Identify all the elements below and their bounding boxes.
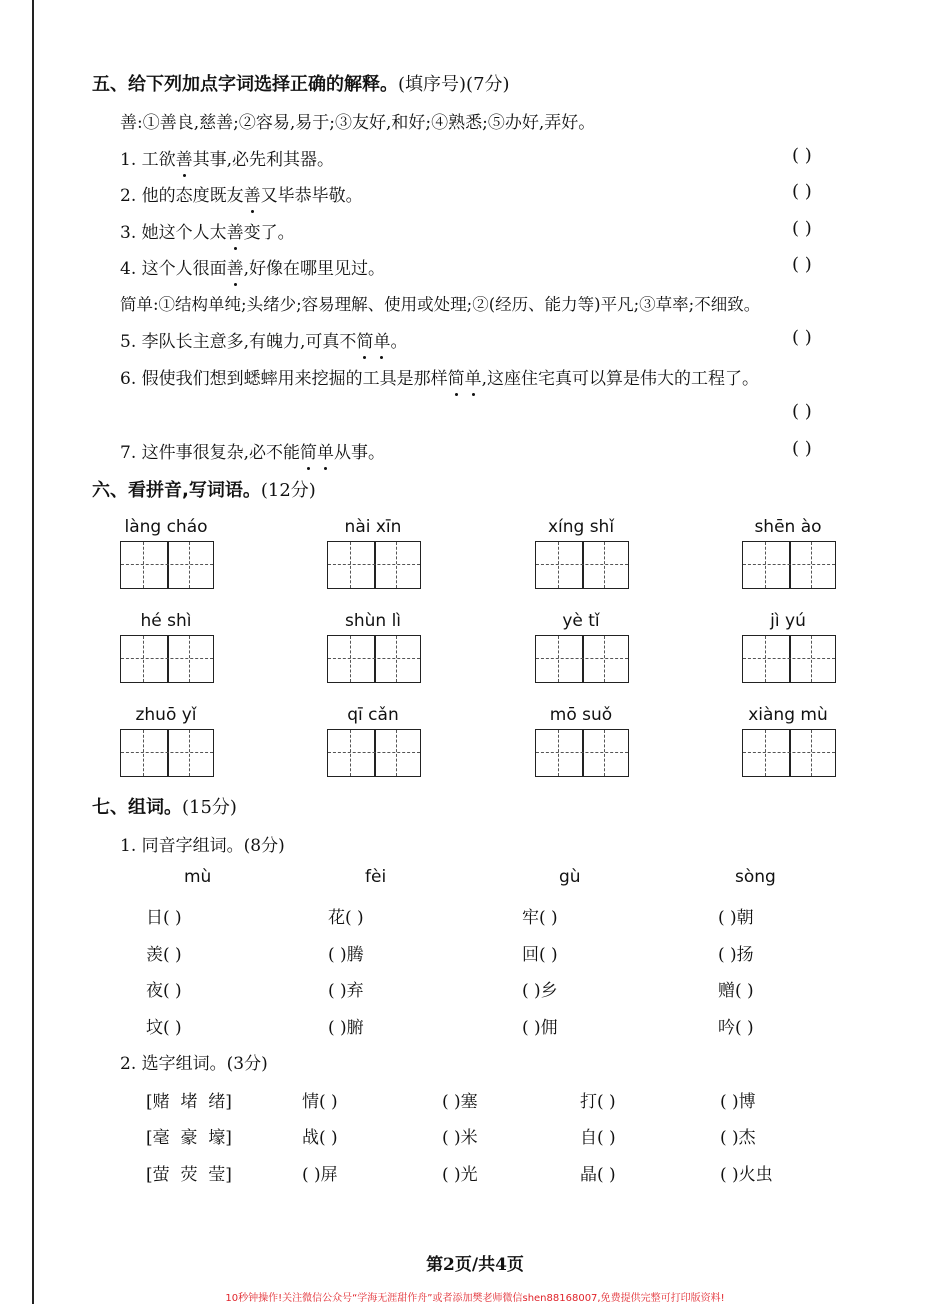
word-blank[interactable]: ( )朝 [718,908,754,928]
pinyin-head-song: sòng [735,867,776,887]
writing-grid[interactable] [327,541,421,589]
footer-notice: 10秒钟操作!关注微信公众号“学海无涯甜作舟”或者添加樊老师微信shen88168007,免费提供完整可打印版资料! [225,1293,725,1304]
definition-jiandan: 简单:①结构单纯;头绪少;容易理解、使用或处理;②(经历、能力等)平凡;③草率;不细致。 [120,295,761,314]
q1-dotted-char: 善 [176,145,193,170]
pinyin-label: zhuō yǐ [135,705,197,725]
question-3 [120,218,295,243]
q2-text-b: 又毕恭毕敬。 [260,186,363,206]
word-blank[interactable]: 吟( ) [718,1018,754,1038]
word-blank[interactable]: 战( ) [302,1128,338,1148]
pinyin-label: mō suǒ [549,705,613,725]
q4-answer-blank[interactable]: ( ) [792,254,812,275]
word-blank[interactable]: 晶( ) [580,1165,616,1185]
word-blank[interactable]: ( )杰 [720,1128,756,1148]
section-7-score: (15分) [182,797,237,818]
writing-grid[interactable] [120,541,214,589]
writing-grid[interactable] [327,729,421,777]
q5-dotted-char-2: 单 [373,327,390,352]
word-blank[interactable]: ( )博 [720,1092,756,1112]
pinyin-head-gu: gù [559,867,581,887]
writing-grid[interactable] [120,635,214,683]
writing-grid[interactable] [535,541,629,589]
pinyin-head-fei: fèi [365,867,387,887]
word-blank[interactable]: ( )佣 [522,1018,558,1038]
q2-answer-blank[interactable]: ( ) [792,181,812,202]
q3-answer-blank[interactable]: ( ) [792,218,812,239]
question-6 [120,364,759,389]
word-blank[interactable]: 坟( ) [146,1018,182,1038]
q1-answer-blank[interactable]: ( ) [792,145,812,166]
q4-text-b: ,好像在哪里见过。 [243,259,386,279]
writing-grid[interactable] [535,729,629,777]
pinyin-label: qī cǎn [347,705,399,725]
word-blank[interactable]: ( )塞 [442,1092,478,1112]
q7-answer-blank[interactable]: ( ) [792,438,812,459]
q1-text-b: 其事,必先利其器。 [192,150,335,170]
q1-text-a: 1. 工欲 [120,150,176,170]
part-1-title: 1. 同音字组词。(8分) [120,836,285,856]
word-blank[interactable]: 回( ) [522,945,558,965]
word-blank[interactable]: ( )米 [442,1128,478,1148]
pinyin-label: hé shì [140,611,192,631]
word-blank[interactable]: 自( ) [580,1128,616,1148]
writing-grid[interactable] [535,635,629,683]
q7-text-a: 7. 这件事很复杂,必不能 [120,443,301,463]
word-blank[interactable]: ( )腾 [328,945,364,965]
section-6-heading: 六、看拼音,写词语。 [92,480,261,501]
q6-answer-blank[interactable]: ( ) [792,401,812,422]
word-blank[interactable]: 赠( ) [718,981,754,1001]
q4-dotted-char: 善 [227,254,244,279]
word-blank[interactable]: 羡( ) [146,945,182,965]
choice-chars: [萤 荧 莹] [146,1165,232,1185]
q3-dotted-char: 善 [227,218,244,243]
word-blank[interactable]: ( )弃 [328,981,364,1001]
left-margin-line [32,0,34,1304]
writing-grid[interactable] [120,729,214,777]
word-blank[interactable]: ( )腑 [328,1018,364,1038]
writing-grid[interactable] [742,541,836,589]
q7-dotted-char-2: 单 [317,438,334,463]
pinyin-label: xíng shǐ [547,517,615,537]
section-5-score: (填序号)(7分) [398,74,510,95]
q5-text-b: 。 [390,332,408,352]
pinyin-label: jì yú [770,611,806,631]
question-4 [120,254,385,279]
pinyin-label: nài xīn [344,517,402,537]
page-number: 第2页/共4页 [426,1255,524,1275]
word-blank[interactable]: 打( ) [580,1092,616,1112]
q3-text-a: 3. 她这个人太 [120,223,227,243]
q6-dotted-char-2: 单 [465,364,482,389]
word-blank[interactable]: ( )火虫 [720,1165,773,1185]
section-5-heading: 五、给下列加点字词选择正确的解释。 [92,74,398,95]
q7-dotted-char-1: 简 [300,438,317,463]
q4-text-a: 4. 这个人很面 [120,259,227,279]
pinyin-label: shùn lì [344,611,402,631]
word-blank[interactable]: ( )屏 [302,1165,338,1185]
choice-chars: [毫 豪 壕] [146,1128,232,1148]
pinyin-label: shēn ào [754,517,822,537]
pinyin-head-mu: mù [184,867,212,887]
writing-grid[interactable] [327,635,421,683]
word-blank[interactable]: ( )扬 [718,945,754,965]
definition-shan: 善:①善良,慈善;②容易,易于;③友好,和好;④熟悉;⑤办好,弄好。 [120,113,596,133]
q6-dotted-char-1: 简 [448,364,465,389]
q5-dotted-char-1: 简 [356,327,373,352]
part-2-title: 2. 选字组词。(3分) [120,1054,268,1074]
section-5-title [92,70,510,96]
section-6-score: (12分) [260,480,316,501]
section-7-heading: 七、组词。 [92,797,182,818]
section-6-title [92,476,316,502]
question-7 [120,438,385,463]
word-blank[interactable]: ( )乡 [522,981,558,1001]
question-2 [120,181,363,206]
word-blank[interactable]: 情( ) [302,1092,338,1112]
writing-grid[interactable] [742,635,836,683]
q5-text-a: 5. 李队长主意多,有魄力,可真不 [120,332,357,352]
word-blank[interactable]: ( )光 [442,1165,478,1185]
pinyin-label: làng cháo [124,517,208,537]
question-5 [120,327,407,352]
writing-grid[interactable] [742,729,836,777]
word-blank[interactable]: 夜( ) [146,981,182,1001]
q5-answer-blank[interactable]: ( ) [792,327,812,348]
q3-text-b: 变了。 [243,223,295,243]
q7-text-b: 从事。 [334,443,386,463]
q6-text-a: 6. 假使我们想到蟋蟀用来挖掘的工具是那样 [120,369,448,389]
pinyin-label: yè tǐ [562,611,600,631]
question-1 [120,145,334,170]
q2-text-a: 2. 他的态度既友 [120,186,244,206]
q6-text-b: ,这座住宅真可以算是伟大的工程了。 [481,369,760,389]
pinyin-label: xiàng mù [748,705,828,725]
q2-dotted-char: 善 [244,181,261,206]
section-7-title [92,793,237,819]
choice-chars: [赌 堵 绪] [146,1092,232,1112]
word-blank[interactable]: 花( ) [328,908,364,928]
word-blank[interactable]: 牢( ) [522,908,558,928]
word-blank[interactable]: 日( ) [146,908,182,928]
